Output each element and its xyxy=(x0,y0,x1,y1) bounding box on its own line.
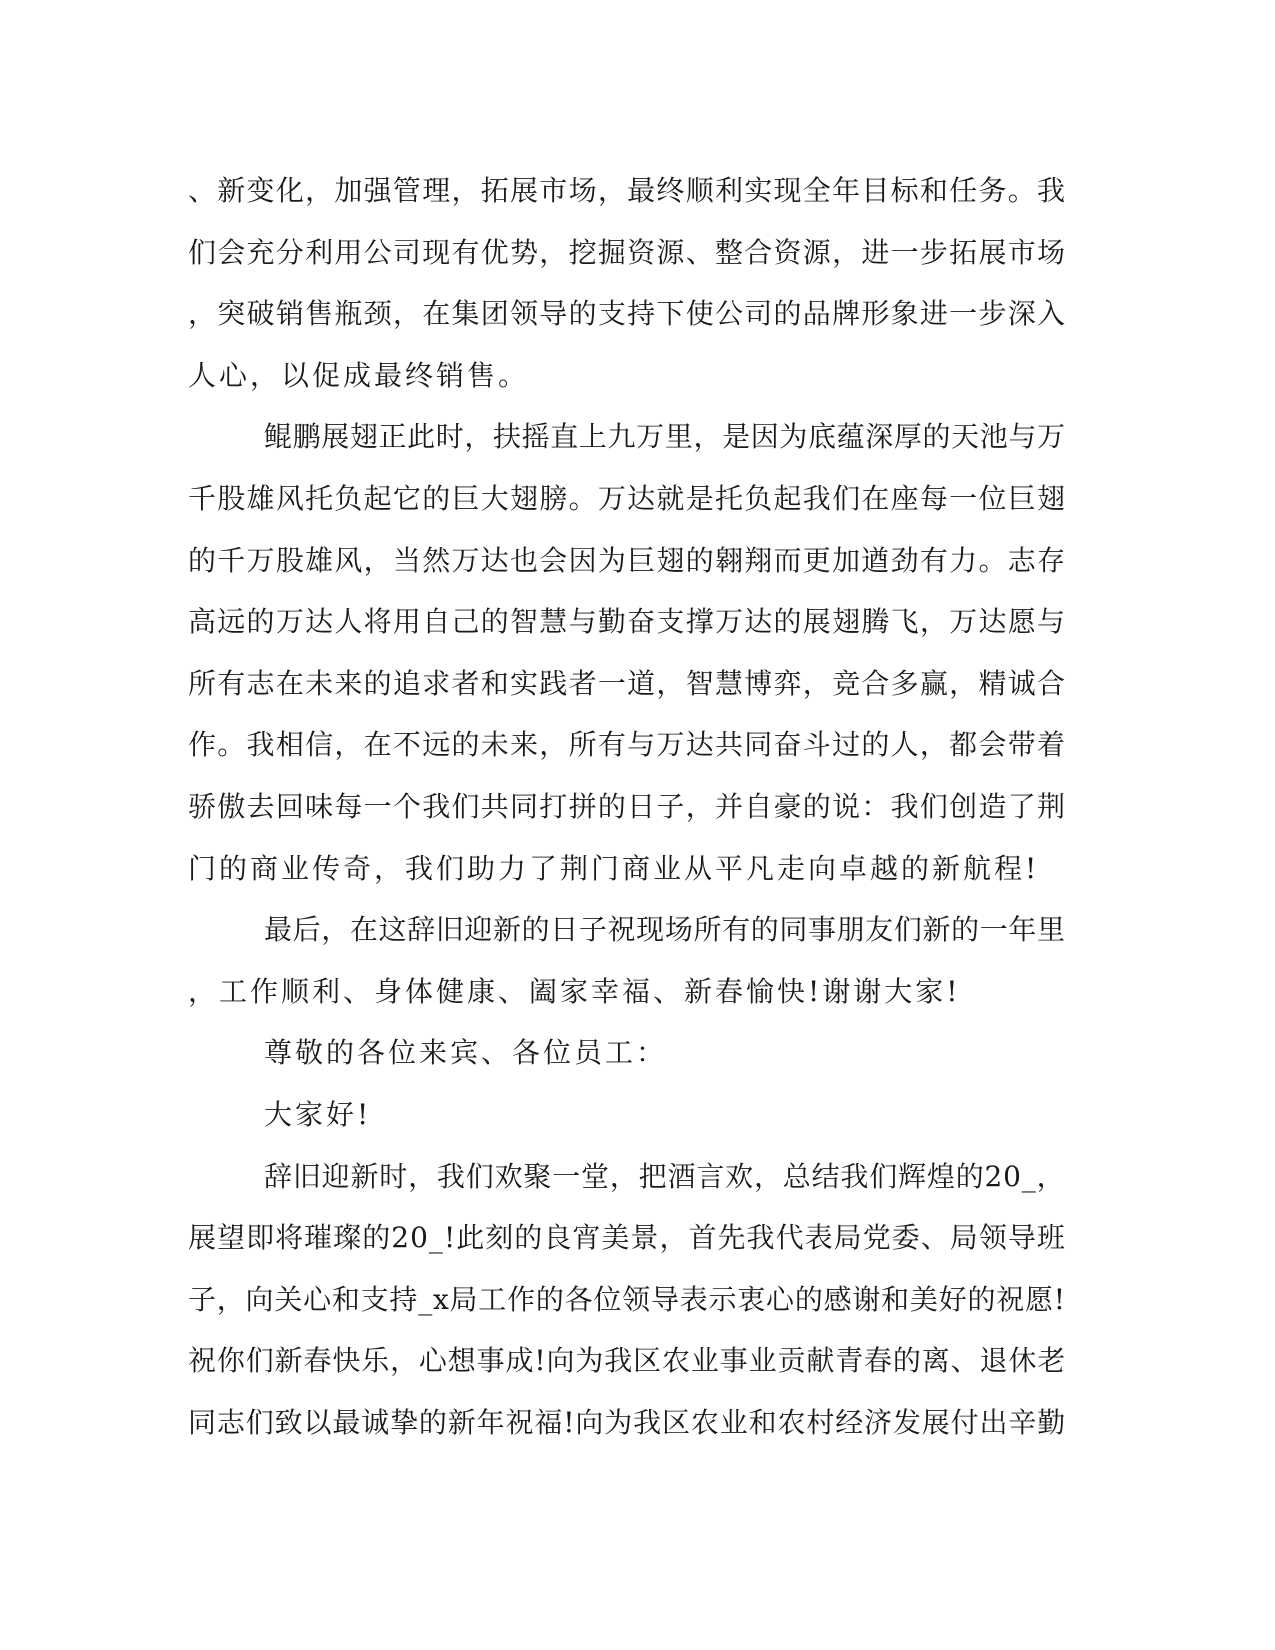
text-line: 们会充分利用公司现有优势，挖掘资源、整合资源，进一步拓展市场 xyxy=(188,235,1067,269)
text-line: 祝你们新春快乐，心想事成!向为我区农业事业贡献青春的离、退休老 xyxy=(188,1344,1067,1378)
text-line: ，突破销售瓶颈，在集团领导的支持下使公司的品牌形象进一步深入 xyxy=(188,297,1067,331)
text-line: 尊敬的各位来宾、各位员工： xyxy=(264,1036,668,1070)
text-line: 最后，在这辞旧迎新的日子祝现场所有的同事朋友们新的一年里 xyxy=(264,913,1066,947)
text-line: 鲲鹏展翅正此时，扶摇直上九万里，是因为底蕴深厚的天池与万 xyxy=(264,420,1066,454)
text-line: 作。我相信，在不远的未来，所有与万达共同奋斗过的人，都会带着 xyxy=(188,728,1067,762)
text-line: 人心，以促成最终销售。 xyxy=(188,358,530,392)
text-line: 骄傲去回味每一个我们共同打拼的日子，并自豪的说：我们创造了荆 xyxy=(188,789,1067,823)
document-body xyxy=(188,160,1068,1453)
text-line: 千股雄风托负起它的巨大翅膀。万达就是托负起我们在座每一位巨翅 xyxy=(188,481,1067,515)
text-line: 子，向关心和支持_x局工作的各位领导表示衷心的感谢和美好的祝愿! xyxy=(188,1282,1066,1316)
text-line: 高远的万达人将用自己的智慧与勤奋支撑万达的展翅腾飞，万达愿与 xyxy=(188,605,1067,639)
text-line: 辞旧迎新时，我们欢聚一堂，把酒言欢，总结我们辉煌的20_， xyxy=(264,1159,1066,1193)
text-line: 门的商业传奇，我们助力了荆门商业从平凡走向卓越的新航程! xyxy=(188,851,1040,885)
text-line: ，工作顺利、身体健康、阖家幸福、新春愉快!谢谢大家! xyxy=(188,974,961,1008)
text-line: 大家好! xyxy=(264,1097,372,1131)
text-line: 的千万股雄风，当然万达也会因为巨翅的翱翔而更加遒劲有力。志存 xyxy=(188,543,1067,577)
text-line: 所有志在未来的追求者和实践者一道，智慧博弈，竞合多赢，精诚合 xyxy=(188,666,1067,700)
text-line: 、新变化，加强管理，拓展市场，最终顺利实现全年目标和任务。我 xyxy=(188,174,1067,207)
text-line: 展望即将璀璨的20_!此刻的良宵美景，首先我代表局党委、局领导班 xyxy=(188,1221,1066,1255)
text-line: 同志们致以最诚挚的新年祝福!向为我区农业和农村经济发展付出辛勤 xyxy=(188,1405,1067,1439)
